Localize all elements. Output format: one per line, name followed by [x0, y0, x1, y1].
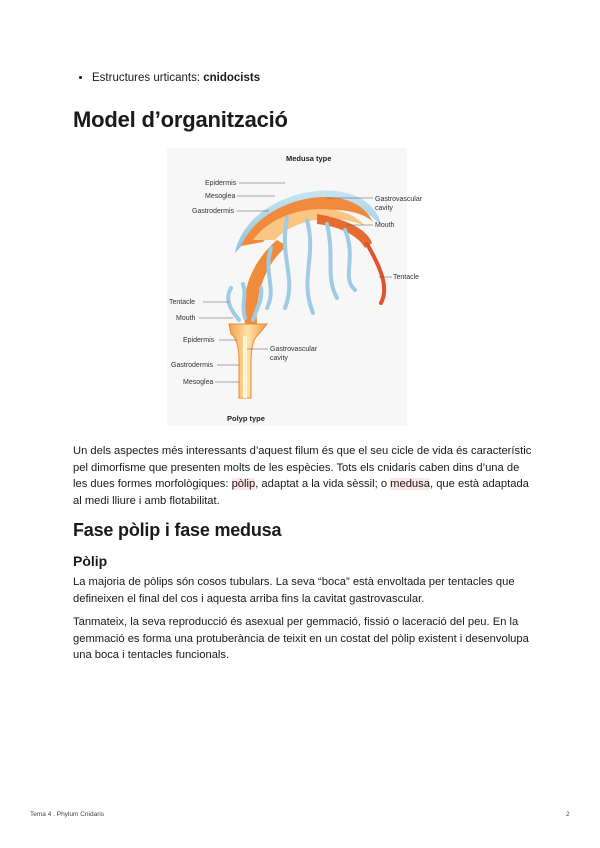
medusa-label-epidermis: Epidermis	[205, 180, 237, 187]
medusa-label-gastrodermis: Gastrodermis	[192, 208, 235, 215]
arch-body-left	[244, 240, 287, 324]
polyp-cavity	[243, 336, 247, 398]
heading-polip: Pòlip	[73, 553, 108, 569]
paragraph-polip-body: La majoria de pòlips són cosos tubulars. La seva “boca” està envoltada per tentacles que defineixen el final del cos i aquesta arriba fins la cavitat gastrovascular.	[73, 576, 515, 605]
medusa-label-gastro-1: Gastrovascular	[375, 196, 423, 203]
polyp-label-epidermis: Epidermis	[183, 337, 215, 344]
polyp-label-gastrodermis: Gastrodermis	[171, 362, 214, 369]
bullet-bold: cnidocists	[203, 72, 261, 84]
medusa-label-gastro-2: cavity	[375, 205, 393, 212]
para1-text-c: , que està adaptada al medi lliure i amb flotabilitat.	[73, 478, 529, 507]
polyp-label-tentacle: Tentacle	[169, 299, 196, 306]
diagram-svg	[167, 148, 423, 426]
polyp-stalk	[229, 324, 267, 398]
medusa-label-mouth: Mouth	[375, 222, 395, 229]
para1-text-b: , adaptat a la vida sèssil; o	[255, 478, 391, 490]
paragraph-polip-reproduction: Tanmateix, la seva reproducció és asexual per gemmació, fissió o laceració del peu. En la gemmació es forma una protuberància de teixit en un costat del pòlip existent i desenvolupa una boca i tentacles funcionals.	[73, 616, 529, 661]
heading-phase: Fase pòlip i fase medusa	[73, 520, 282, 540]
para1-text-a: Un dels aspectes més interessants d’aquest filum és que el seu cicle de vida és característic pel dimorfisme que presenten molts de les espècies. Tots els cnidaris caben dins d’una de les dues formes morfològiques:	[73, 445, 532, 490]
polyp-label-mouth: Mouth	[176, 315, 196, 322]
polyp-label-mesoglea: Mesoglea	[183, 379, 214, 386]
paragraph-dimorphism	[73, 443, 533, 509]
footer-title: Tema 4 . Phylum Cnidaris	[30, 811, 105, 818]
medusa-label-mesoglea: Mesoglea	[205, 193, 236, 200]
polyp-label-gastro-1: Gastrovascular	[270, 346, 318, 353]
polyp-title: Polyp type	[227, 414, 265, 423]
medusa-title: Medusa type	[286, 154, 332, 163]
highlight-medusa: medusa	[390, 478, 430, 490]
page-number: 2	[566, 811, 570, 818]
bullet-list	[74, 72, 260, 84]
medusa-label-tentacle: Tentacle	[393, 274, 420, 281]
highlight-polip: pòlip	[231, 478, 256, 490]
polyp-label-gastro-2: cavity	[270, 355, 288, 362]
medusa-long-tentacle	[367, 244, 384, 303]
heading-model: Model d’organització	[73, 107, 288, 132]
list-item	[92, 72, 260, 84]
bullet-text: Estructures urticants:	[92, 72, 204, 84]
cnidarian-diagram	[167, 148, 423, 426]
